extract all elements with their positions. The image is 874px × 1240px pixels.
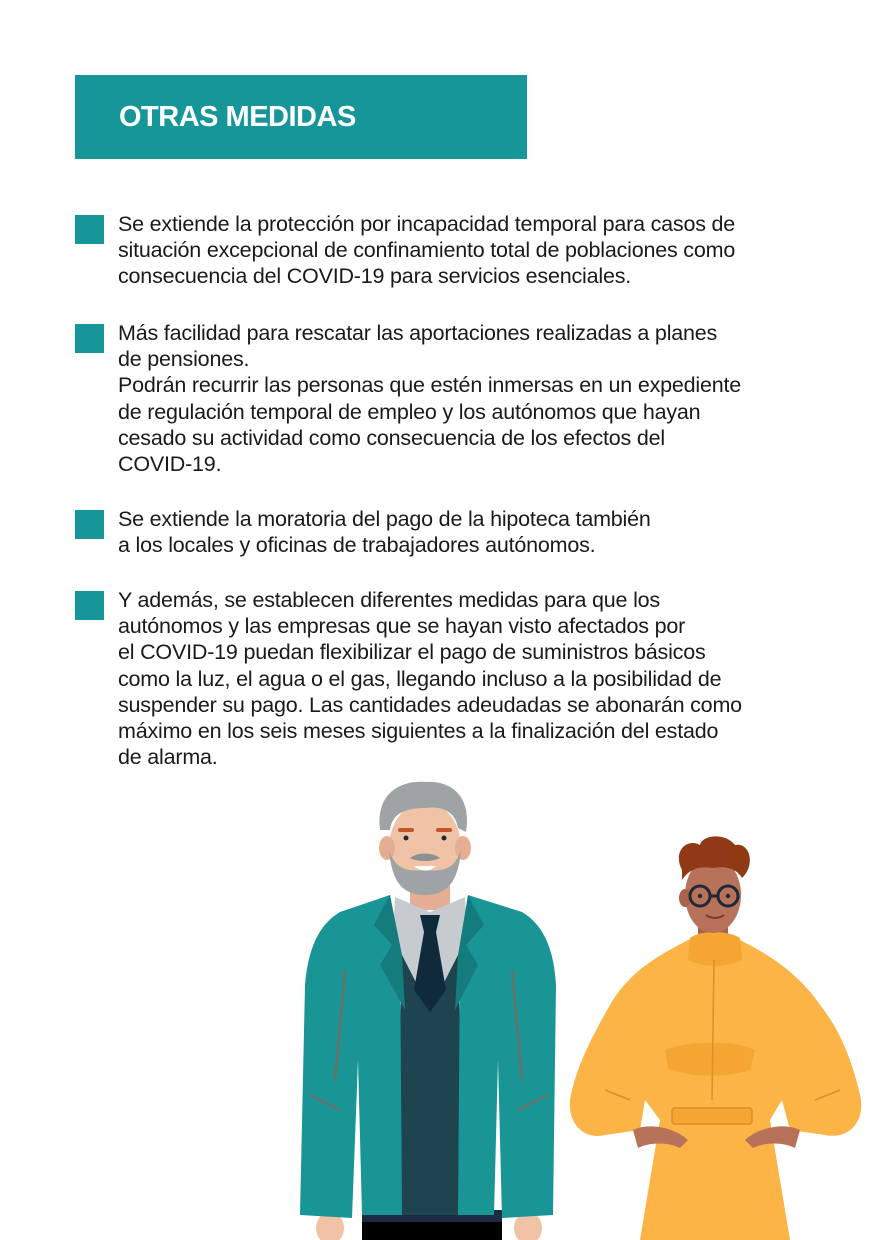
text-line: de pensiones. xyxy=(118,347,250,372)
text-line: el COVID-19 puedan flexibilizar el pago de suministros básicos xyxy=(118,640,706,665)
square-bullet-icon xyxy=(75,591,104,620)
square-bullet-icon xyxy=(75,324,104,353)
text-line: Más facilidad para rescatar las aportaciones realizadas a planes xyxy=(118,321,718,345)
list-item xyxy=(75,320,805,477)
people-illustration xyxy=(0,770,874,1240)
text-line: situación excepcional de confinamiento total de poblaciones como xyxy=(118,238,736,263)
text-line: Y además, se establecen diferentes medidas para que los xyxy=(118,588,660,612)
text-line: consecuencia del COVID-19 para servicios esenciales. xyxy=(118,264,632,289)
text-line: como la luz, el agua o el gas, llegando incluso a la posibilidad de xyxy=(118,666,722,691)
list-item xyxy=(75,587,805,770)
square-bullet-icon xyxy=(75,510,104,539)
list-item-text xyxy=(118,506,805,558)
text-line: de alarma. xyxy=(118,745,218,770)
text-line: COVID-19. xyxy=(118,452,222,477)
text-line: autónomos y las empresas que se hayan visto afectados por xyxy=(118,614,686,639)
list-item xyxy=(75,506,805,558)
text-line: suspender su pago. Las cantidades adeudadas se abonarán como xyxy=(118,692,742,717)
text-line: Podrán recurrir las personas que estén inmersas en un expediente xyxy=(118,373,742,398)
text-line: máximo en los seis meses siguientes a la finalización del estado xyxy=(118,719,719,744)
list-item-text xyxy=(118,320,805,477)
list-item-text xyxy=(118,211,805,290)
list-item-text xyxy=(118,587,805,770)
text-line: Se extiende la moratoria del pago de la hipoteca también xyxy=(118,507,651,531)
section-title: OTRAS MEDIDAS xyxy=(119,100,356,133)
section-header xyxy=(75,75,527,159)
woman-illustration xyxy=(570,836,861,1240)
text-line: cesado su actividad como consecuencia de los efectos del xyxy=(118,425,665,450)
text-line: Se extiende la protección por incapacidad temporal para casos de xyxy=(118,212,736,236)
businessman-illustration xyxy=(300,782,556,1240)
list-item xyxy=(75,211,805,290)
text-line: a los locales y oficinas de trabajadores autónomos. xyxy=(118,533,596,558)
square-bullet-icon xyxy=(75,215,104,244)
text-line: de regulación temporal de empleo y los autónomos que hayan xyxy=(118,399,701,424)
